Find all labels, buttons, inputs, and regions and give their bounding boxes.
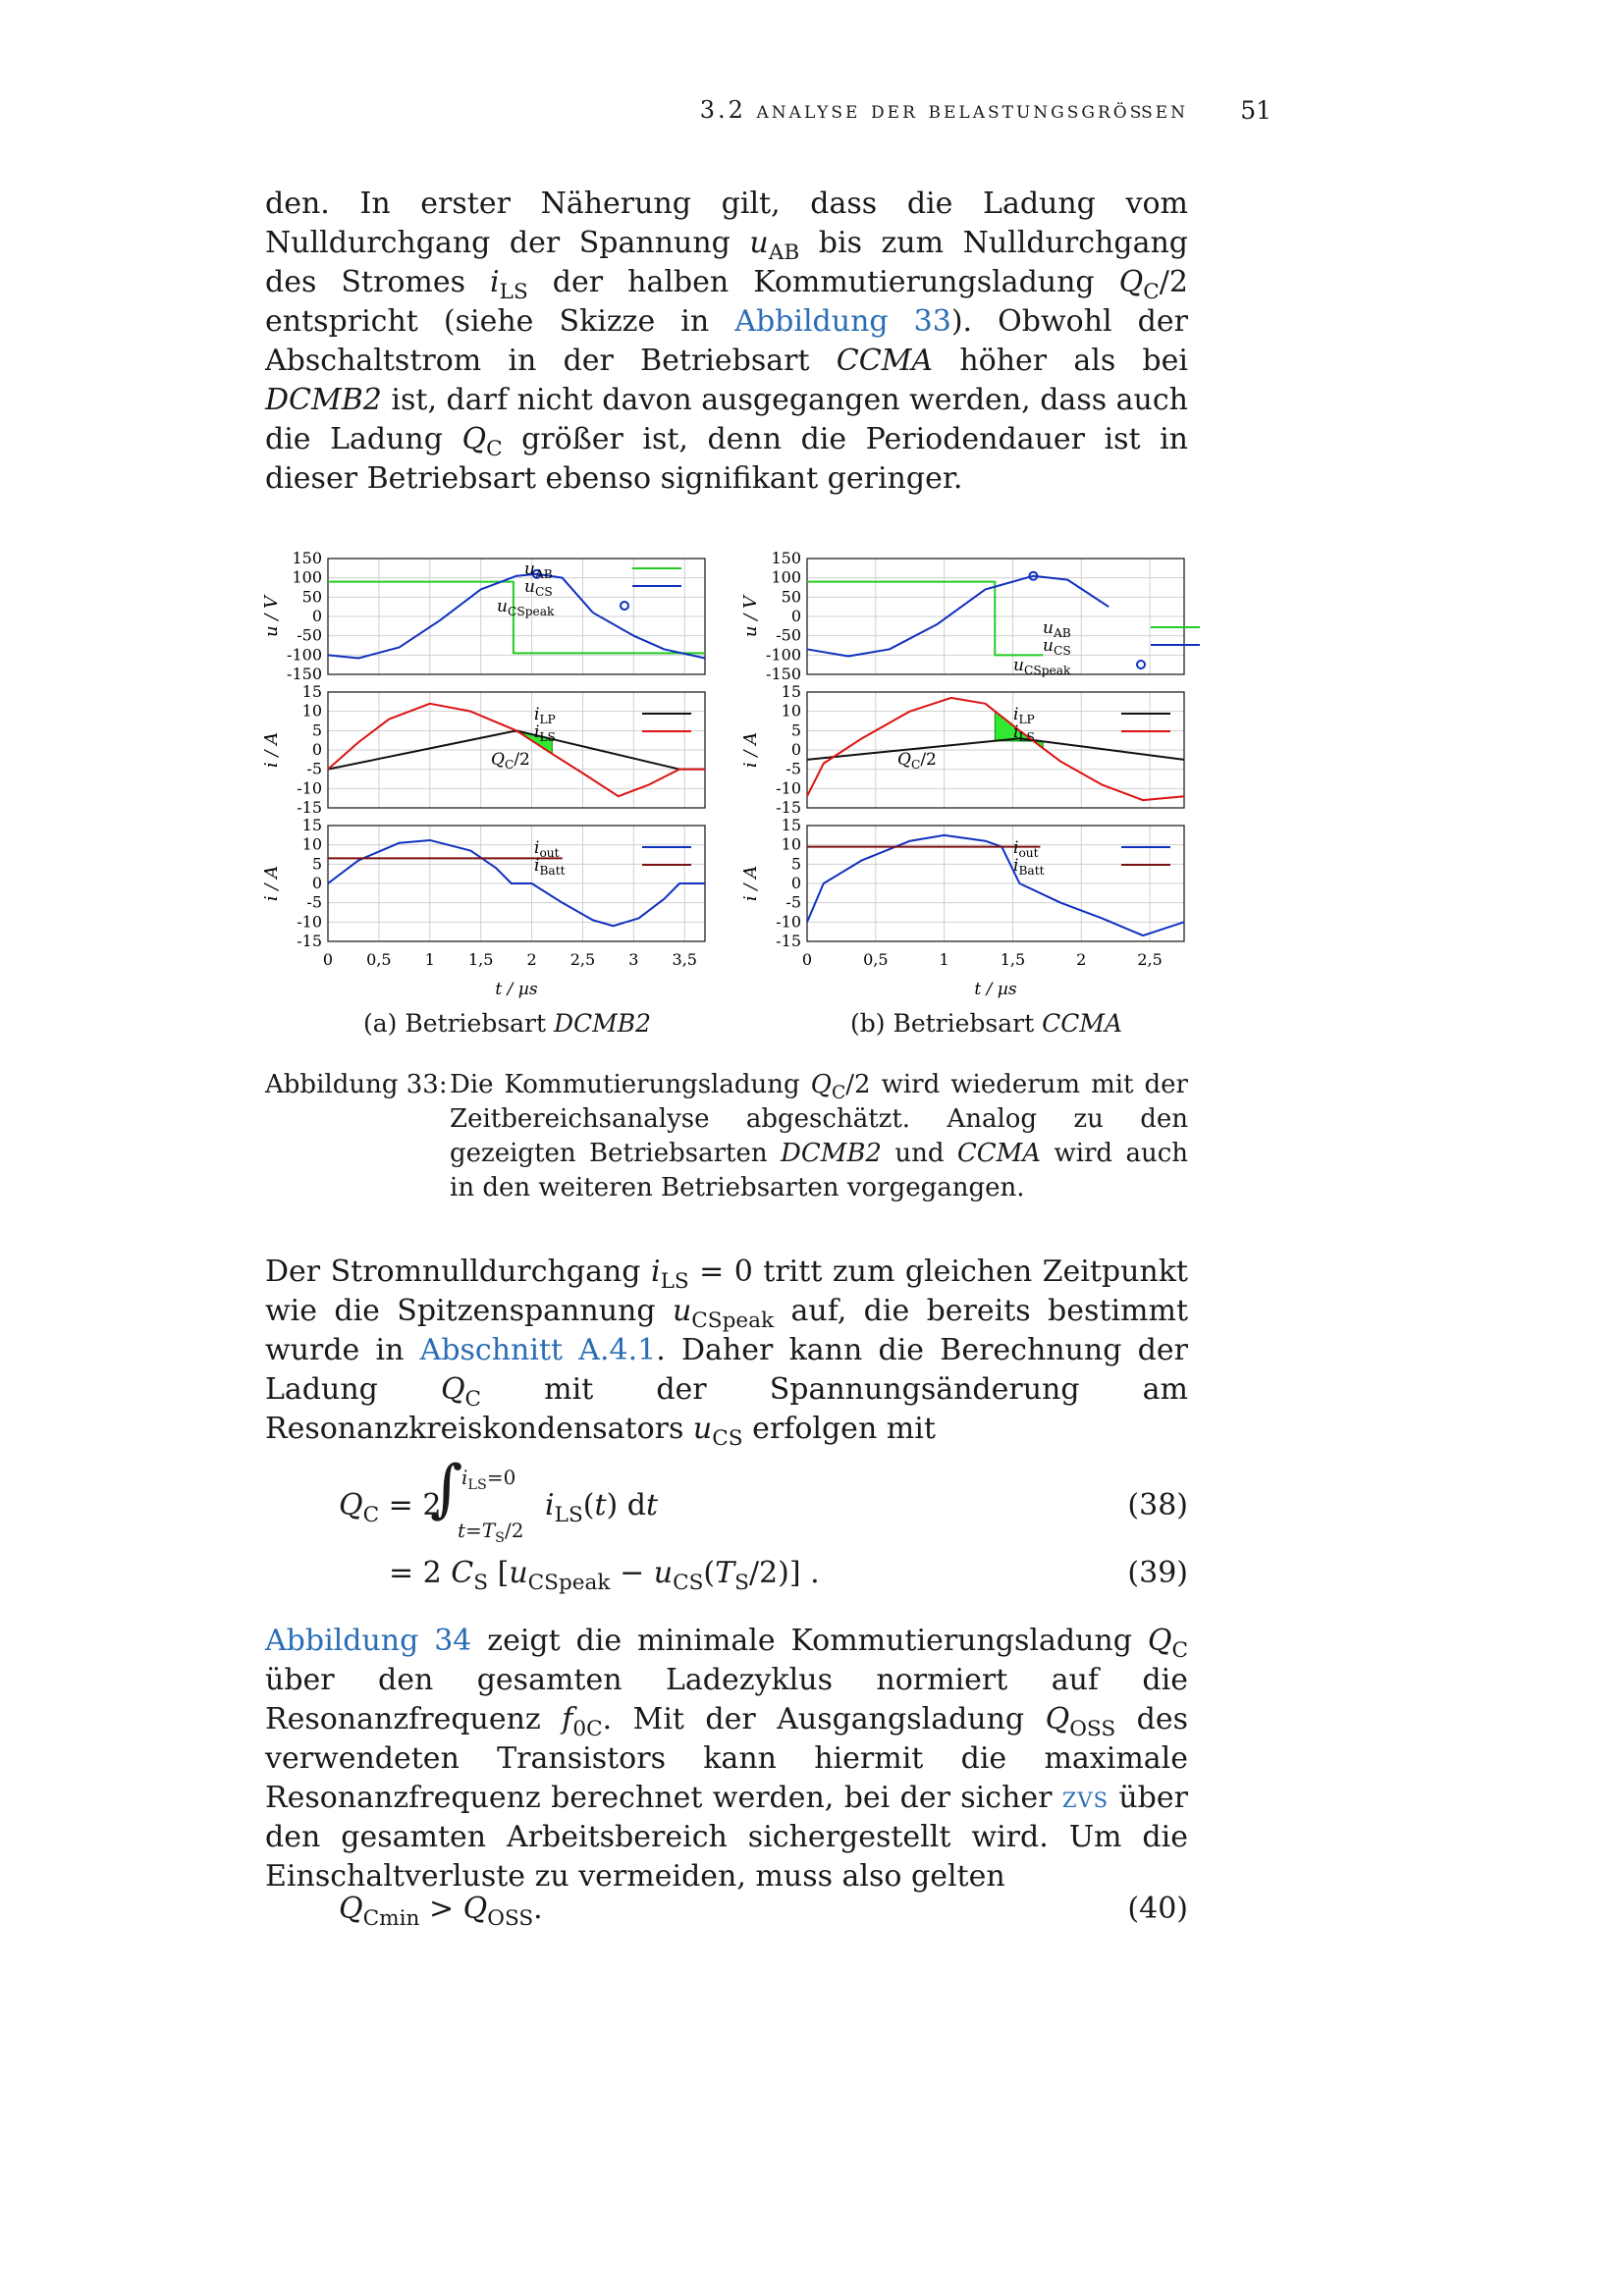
y-tick-label: -10 (776, 778, 801, 798)
y-tick-label: -150 (766, 665, 801, 683)
legend-label-uCSpeak: $u_{CSpeak}$ (1013, 656, 1071, 677)
paragraph-2: Der Stromnulldurchgang $i_{LS} = 0$ tritt zum gleichen Zeitpunkt wie die Spitzenspannung $u_{CSpeak}$ auf, die bereits bestimmt wurde in Abschnitt A.4.1. Daher kann die Berechnung der Ladung $Q_C$ mit der Spannungsänderung am Resonanzkreiskondensators $u_{CS}$ erfolgen mit (265, 1255, 1188, 1451)
y-tick-label: 10 (301, 701, 322, 721)
mode-ccma: CCMA (836, 344, 934, 378)
x-tick-label: 3,5 (672, 950, 697, 969)
x-tick-label: 0 (801, 950, 813, 969)
page-number: 51 (1240, 96, 1272, 125)
y-tick-label: -100 (766, 645, 801, 665)
text: tritt zum gleichen Zeitpunkt wie die Spitzenspannung (265, 1255, 1188, 1328)
text: bis zum Nulldurchgang des Stromes (265, 226, 1188, 299)
text: und (894, 1139, 945, 1168)
y-tick-label: 0 (790, 874, 801, 892)
equation-number: (38) (1127, 1488, 1188, 1522)
legend-label-iout: $i_{out}$ (534, 838, 560, 860)
equation-number: (40) (1127, 1892, 1188, 1926)
y-tick-label: 0 (790, 740, 801, 759)
series-line-iLP (807, 738, 1184, 760)
y-tick-label: -50 (776, 625, 801, 645)
y-tick-label: -10 (297, 912, 322, 932)
y-tick-label: -15 (776, 798, 801, 817)
y-tick-label: -100 (287, 645, 322, 665)
y-tick-label: 15 (301, 682, 322, 701)
y-tick-label: 0 (790, 607, 801, 625)
x-axis-label: t / µs (495, 980, 538, 999)
y-tick-label: 5 (790, 854, 801, 874)
caption-label: Abbildung 33: (265, 1070, 448, 1099)
y-axis-label: i / A (261, 731, 282, 769)
y-tick-label: -5 (306, 759, 322, 778)
text: höher als bei (959, 344, 1188, 378)
y-tick-label: 0 (311, 874, 322, 892)
text: (a) Betriebsart (363, 1009, 554, 1038)
text: CCMA (1042, 1009, 1123, 1038)
text: DCMB2 (780, 1139, 882, 1168)
x-tick-label: 0,5 (366, 950, 392, 969)
text: ist, darf nicht davon ausgegangen werden, dass auch die Ladung (265, 383, 1188, 456)
equation-number: (39) (1127, 1556, 1188, 1590)
y-axis-label: i / A (740, 731, 761, 769)
y-tick-label: 50 (781, 587, 801, 607)
y-tick-label: 10 (781, 834, 801, 854)
text: Die Kommutierungsladung (450, 1070, 800, 1099)
legend-label-uAB: $u_{AB}$ (1043, 618, 1071, 640)
text: den. In erster Näherung gilt, dass die Ladung vom Nulldurchgang der Spannung (265, 187, 1188, 260)
text: der halben Kommutierungsladung (552, 265, 1095, 299)
y-tick-label: 10 (301, 834, 322, 854)
x-tick-label: 1,5 (467, 950, 494, 969)
legend-label-iLS: $i_{LS}$ (1013, 722, 1035, 744)
y-tick-label: -150 (287, 665, 322, 683)
text: ). Obwohl der Abschaltstrom in der Betriebsart (265, 304, 1188, 378)
y-tick-label: 5 (311, 721, 322, 740)
y-tick-label: -5 (785, 759, 801, 778)
x-tick-label: 1 (424, 950, 435, 969)
paragraph-3: Abbildung 34 zeigt die minimale Kommutierungsladung $Q_C$ über den gesamten Ladezyklus normiert auf die Resonanzfrequenz $f_{0C}$. Mit der Ausgangsladung $Q_{OSS}$ des verwendeten Transistors kann hiermit die maximale Resonanzfrequenz berechnet werden, bei der sicher zvs über den gesamten Arbeitsbereich sichergestellt wird. Um die Einschaltverluste zu vermeiden, muss also gelten (265, 1624, 1188, 1894)
subcaption-a (363, 1009, 651, 1038)
y-tick-label: 5 (311, 854, 322, 874)
section-a41-link[interactable]: Abschnitt A.4.1 (419, 1333, 657, 1367)
series-line-iout (807, 835, 1184, 935)
annotation-qc2: $Q_C/2$ (491, 750, 530, 772)
y-tick-label: 0 (311, 740, 322, 759)
y-axis-label: i / A (740, 865, 761, 902)
mode-dcmb2: DCMB2 (265, 383, 382, 417)
legend-swatch-uCSpeak (621, 602, 628, 610)
y-tick-label: 15 (781, 682, 801, 701)
x-tick-label: 2 (526, 950, 537, 969)
legend-label-iout: $i_{out}$ (1013, 838, 1039, 860)
legend-label-uAB: $u_{AB}$ (524, 560, 553, 581)
text: wird auch in den weiteren Betriebsarten vorgegangen. (450, 1139, 1189, 1202)
x-tick-label: 2,5 (1137, 950, 1163, 969)
running-head (265, 96, 1272, 132)
y-tick-label: -10 (297, 778, 322, 798)
text: über den gesamten Ladezyklus normiert auf die Resonanzfrequenz (265, 1663, 1188, 1736)
text: DCMB2 (554, 1009, 652, 1038)
y-axis-label: u / V (740, 595, 761, 638)
figure-33-plots (257, 545, 1200, 1006)
text: zeigt die minimale Kommutierungsladung (487, 1624, 1132, 1658)
x-tick-label: 2 (1076, 950, 1087, 969)
zvs-link[interactable]: zvs (1061, 1781, 1109, 1815)
y-tick-label: 100 (771, 567, 801, 587)
legend-label-iLP: $i_{LP}$ (534, 705, 556, 726)
y-tick-label: -15 (776, 932, 801, 950)
x-axis-label: t / µs (974, 980, 1017, 999)
y-tick-label: 15 (301, 816, 322, 834)
y-tick-label: 10 (781, 701, 801, 721)
text: Der Stromnulldurchgang (265, 1255, 641, 1289)
x-tick-label: 1 (939, 950, 949, 969)
y-tick-label: 0 (311, 607, 322, 625)
legend-label-iLP: $i_{LP}$ (1013, 705, 1035, 726)
legend-label-uCSpeak: $u_{CSpeak}$ (497, 597, 555, 618)
y-tick-label: -10 (776, 912, 801, 932)
y-axis-label: i / A (261, 865, 282, 902)
legend-label-uCS: $u_{CS}$ (1043, 636, 1071, 658)
legend-label-iLS: $i_{LS}$ (534, 722, 556, 744)
integral-sign: ∫ (430, 1453, 463, 1525)
caption-text: Die Kommutierungsladung $Q_C/2$ wird wiederum mit der Zeitbereichsanalyse abgeschätzt. Analog zu den gezeigten Betriebsarten DCMB2 und CCMA wird auch in den weiteren Betriebsarten vorgegangen. (450, 1070, 1189, 1202)
text: des verwendeten Transistors kann hiermit die maximale Resonanzfrequenz berechnet werden, bei der sicher (265, 1702, 1188, 1815)
text: mit der Spannungsänderung am Resonanzkreiskondensators (265, 1372, 1188, 1446)
legend-label-iBatt: $i_{Batt}$ (534, 856, 566, 878)
y-tick-label: -50 (297, 625, 322, 645)
legend-label-iBatt: $i_{Batt}$ (1013, 856, 1045, 878)
x-tick-label: 0 (322, 950, 334, 969)
x-tick-label: 0,5 (863, 950, 889, 969)
text: entspricht (siehe Skizze in (265, 304, 710, 339)
legend-label-uCS: $u_{CS}$ (524, 577, 553, 599)
series-line-uAB (807, 582, 1043, 656)
text: über den gesamten Arbeitsbereich sichergestellt wird. Um die Einschaltverluste zu vermeiden, muss also gelten (265, 1781, 1188, 1894)
text: größer ist, denn die Periodendauer ist in dieser Betriebsart ebenso signifikant geringer. (265, 422, 1188, 496)
figure-33-link[interactable]: Abbildung 33 (734, 304, 951, 339)
x-tick-label: 3 (628, 950, 639, 969)
text: wird wiederum mit der Zeitbereichsanalyse abgeschätzt. Analog zu den gezeigten Betriebsarten (450, 1070, 1188, 1168)
text: . Daher kann die Berechnung der Ladung (265, 1333, 1188, 1407)
y-tick-label: -5 (785, 892, 801, 912)
y-tick-label: -15 (297, 932, 322, 950)
y-axis-label: u / V (261, 595, 282, 638)
text: (b) Betriebsart (850, 1009, 1043, 1038)
subcaption-b (850, 1009, 1122, 1038)
y-tick-label: 5 (790, 721, 801, 740)
running-head-section: 3.2 analyse der belastungsgrößen (699, 96, 1188, 124)
x-tick-label: 2,5 (569, 950, 596, 969)
text: erfolgen mit (752, 1412, 936, 1446)
paragraph-1: den. In erster Näherung gilt, dass die Ladung vom Nulldurchgang der Spannung $u_{AB}$ bis zum Nulldurchgang des Stromes $i_{LS}$ der halben Kommutierungsladung $Q_C/2$ entspricht (siehe Skizze in Abbildung 33). Obwohl der Abschaltstrom in der Betriebsart CCMA höher als bei DCMB2 ist, darf nicht davon ausgegangen werden, dass auch die Ladung $Q_C$ größer ist, denn die Periodendauer ist in dieser Betriebsart ebenso signifikant geringer. (265, 187, 1188, 496)
text: CCMA (956, 1139, 1042, 1168)
y-tick-label: 100 (292, 567, 322, 587)
figure-33 (257, 545, 1200, 1045)
y-tick-label: 150 (292, 549, 322, 567)
x-tick-label: 1,5 (1000, 950, 1026, 969)
legend-swatch-uCSpeak (1137, 661, 1145, 668)
y-tick-label: 50 (301, 587, 322, 607)
figure-34-link[interactable]: Abbildung 34 (265, 1624, 472, 1658)
y-tick-label: 15 (781, 816, 801, 834)
y-tick-label: 150 (771, 549, 801, 567)
y-tick-label: -5 (306, 892, 322, 912)
y-tick-label: -15 (297, 798, 322, 817)
annotation-qc2: $Q_C/2$ (897, 750, 937, 772)
text: auf, die bereits bestimmt wurde in (265, 1294, 1188, 1367)
text: . Mit der Ausgangsladung (602, 1702, 1025, 1736)
